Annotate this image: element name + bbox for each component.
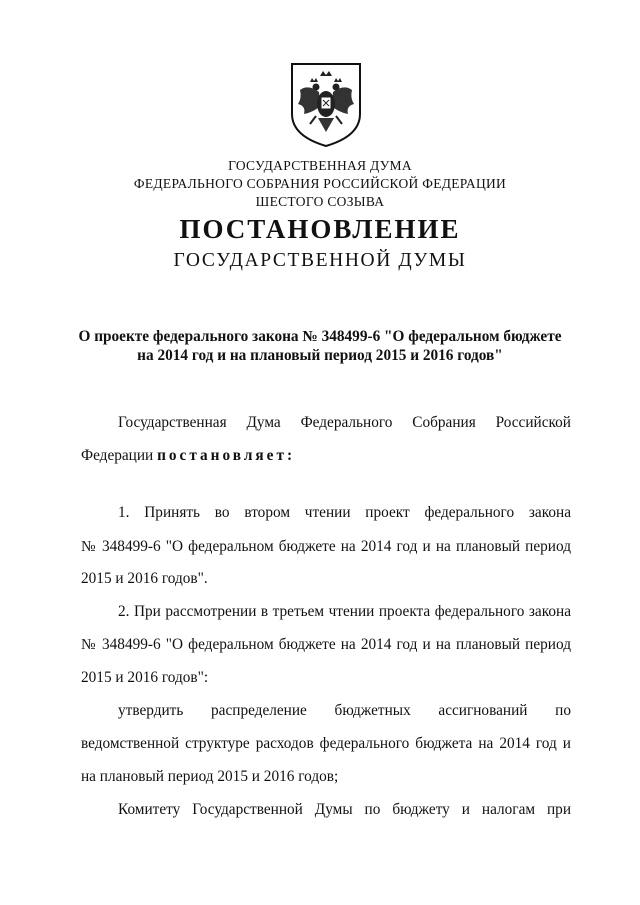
coat-of-arms-emblem xyxy=(290,62,362,148)
header-line-duma: ГОСУДАРСТВЕННАЯ ДУМА xyxy=(228,158,412,173)
paragraph-2-line-1: 2. При рассмотрении в третьем чтении проекта федерального закона xyxy=(118,603,571,620)
paragraph-2-line-3: 2015 и 2016 годов": xyxy=(81,669,209,686)
subject-line-1: О проекте федерального закона № 348499-6 "О федеральном бюджете xyxy=(78,328,562,345)
document-subtitle: ГОСУДАРСТВЕННОЙ ДУМЫ xyxy=(173,250,467,271)
intro-line-1: Государственная Дума Федерального Собрания Российской xyxy=(118,414,571,431)
paragraph-3-line-1: утвердить распределение бюджетных ассигнований по xyxy=(118,702,571,719)
subject-line-2: на 2014 год и на плановый период 2015 и 2016 годов" xyxy=(137,347,503,364)
paragraph-3-line-3: на плановый период 2015 и 2016 годов; xyxy=(81,768,339,785)
paragraph-1-line-2: № 348499-6 "О федеральном бюджете на 2014 год и на плановый период xyxy=(81,538,571,555)
header-line-convocation: ШЕСТОГО СОЗЫВА xyxy=(255,194,385,209)
intro-line-2 xyxy=(81,446,295,466)
decree-word: постановляет: xyxy=(157,447,296,464)
paragraph-4-line-1: Комитету Государственной Думы по бюджету и налогам при xyxy=(118,801,571,818)
header-line-assembly: ФЕДЕРАЛЬНОГО СОБРАНИЯ РОССИЙСКОЙ ФЕДЕРАЦИИ xyxy=(133,176,507,191)
paragraph-1-line-3: 2015 и 2016 годов". xyxy=(81,570,208,587)
intro-federation-text: Федерации xyxy=(81,447,158,464)
document-title: ПОСТАНОВЛЕНИЕ xyxy=(179,214,461,244)
paragraph-1-line-1: 1. Принять во втором чтении проект федерального закона xyxy=(118,504,571,521)
paragraph-2-line-2: № 348499-6 "О федеральном бюджете на 2014 год и на плановый период xyxy=(81,636,571,653)
paragraph-3-line-2: ведомственной структуре расходов федерального бюджета на 2014 год и xyxy=(81,735,571,752)
